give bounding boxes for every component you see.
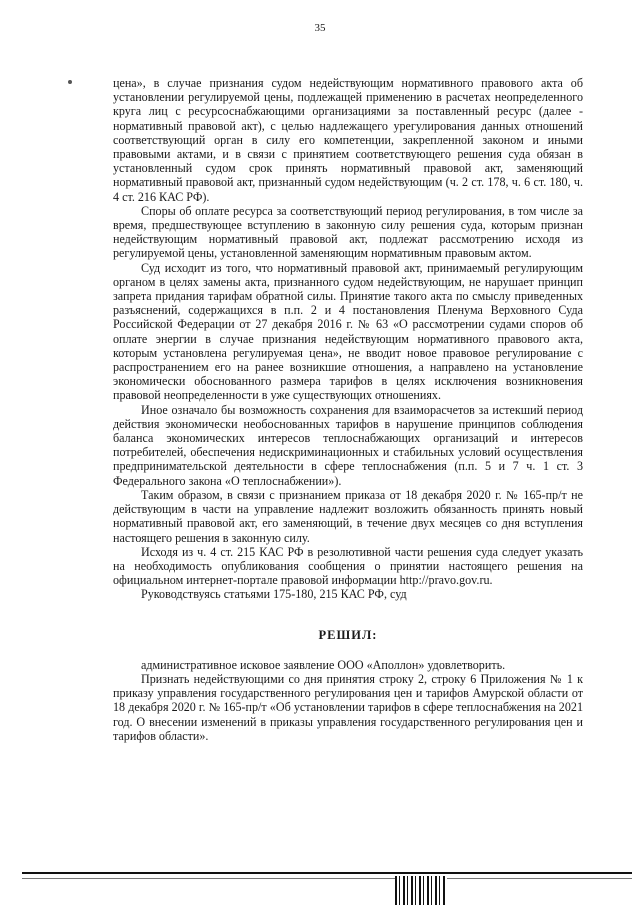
page-number: 35	[314, 22, 326, 34]
resolution-paragraph: Признать недействующими со дня принятия строку 2, строку 6 Приложения № 1 к приказу управления государственного регулирования цен и тарифов Амурской области от 18 декабря 2020 г. № 165-пр/т «Об установлении тарифов в сфере теплоснабжения на 2021 год. О внесении изменений в приказы управления государственного регулирования цен и тарифов области».	[113, 671, 583, 743]
paragraph: Иное означало бы возможность сохранения для взаиморасчетов за истекший период действия экономически необоснованных тарифов в нарушение принципов соблюдения баланса экономических интересов теплоснабжающих организаций и интересов потребителей, обеспечения недискриминационных и стабильных условий осуществления предпринимательской деятельности в сфере теплоснабжения (п.п. 5 и 7 ч. 1 ст. 3 Федерального закона «О теплоснабжении»).	[113, 402, 583, 488]
document-body	[113, 76, 583, 743]
resolution-paragraph: административное исковое заявление ООО «Аполлон» удовлетворить.	[141, 657, 506, 672]
paragraph: Споры об оплате ресурса за соответствующий период регулирования, в том числе за время, предшествующее вступлению в законную силу решения суда, которым признан недействующим нормативный правовой акт, подлежат рассмотрению исходя из регулируемой цены, установленной заменяющим нормативным правовым актом.	[113, 203, 583, 261]
spacer	[113, 602, 583, 616]
paragraph: Таким образом, в связи с признанием приказа от 18 декабря 2020 г. № 165-пр/т не действующим в части на управление надлежит возложить обязанность принять новый нормативный правовой акт, его заменяющий, в течение двух месяцев со дня вступления настоящего решения в законную силу.	[113, 487, 583, 545]
margin-mark	[68, 80, 72, 84]
paragraph: Суд исходит из того, что нормативный правовой акт, принимаемый регулирующим органом в целях замены акта, признанного судом недействующим, не нарушает принцип запрета придания тарифам обратной силы. Принятие такого акта по смыслу приведенных разъяснений, содержащихся в п.п. 2 и 4 постановления Пленума Верховного Суда Российской Федерации от 27 декабря 2016 г. № 63 «О рассмотрении судами споров об оплате энергии в случае признания недействующим нормативного правового акта, которым установлена регулируемая цена», не вводит новое правовое регулирование с распространением его на ранее возникшие отношения, а направлено на установление экономически обоснованного размера тарифов в целях исключения возникновения правовой неопределенности в уже существующих отношениях.	[113, 260, 583, 403]
decision-heading: РЕШИЛ:	[318, 627, 378, 642]
paragraph: Руководствуясь статьями 175-180, 215 КАС РФ, суд	[141, 587, 407, 602]
scan-barcode-mark	[395, 876, 447, 905]
bottom-rule	[22, 872, 632, 874]
paragraph: цена», в случае признания судом недействующим нормативного правового акта об установлении регулируемой цены, подлежащей применению в расчетах неопределенного круга лиц с ресурсоснабжающими организациями за поставленный ресурс (далее - нормативный правовой акт), с целью надлежащего урегулирования данных отношений соответствующий орган в силу его компетенции, закрепленной законом и иными правовыми актами, и в связи с принятием соответствующего решения суда обязан в установленный судом срок принять нормативный правовой акт, заменяющий нормативный правовой акт, признанный судом недействующим (ч. 2 ст. 178, ч. 6 ст. 180, ч. 4 ст. 216 КАС РФ).	[113, 76, 583, 204]
paragraph: Исходя из ч. 4 ст. 215 КАС РФ в резолютивной части решения суда следует указать на необходимость опубликования сообщения о принятии настоящего решения на официальном интернет-портале правовой информации http://pravo.gov.ru.	[113, 544, 583, 588]
bottom-rule-thin	[22, 878, 632, 879]
